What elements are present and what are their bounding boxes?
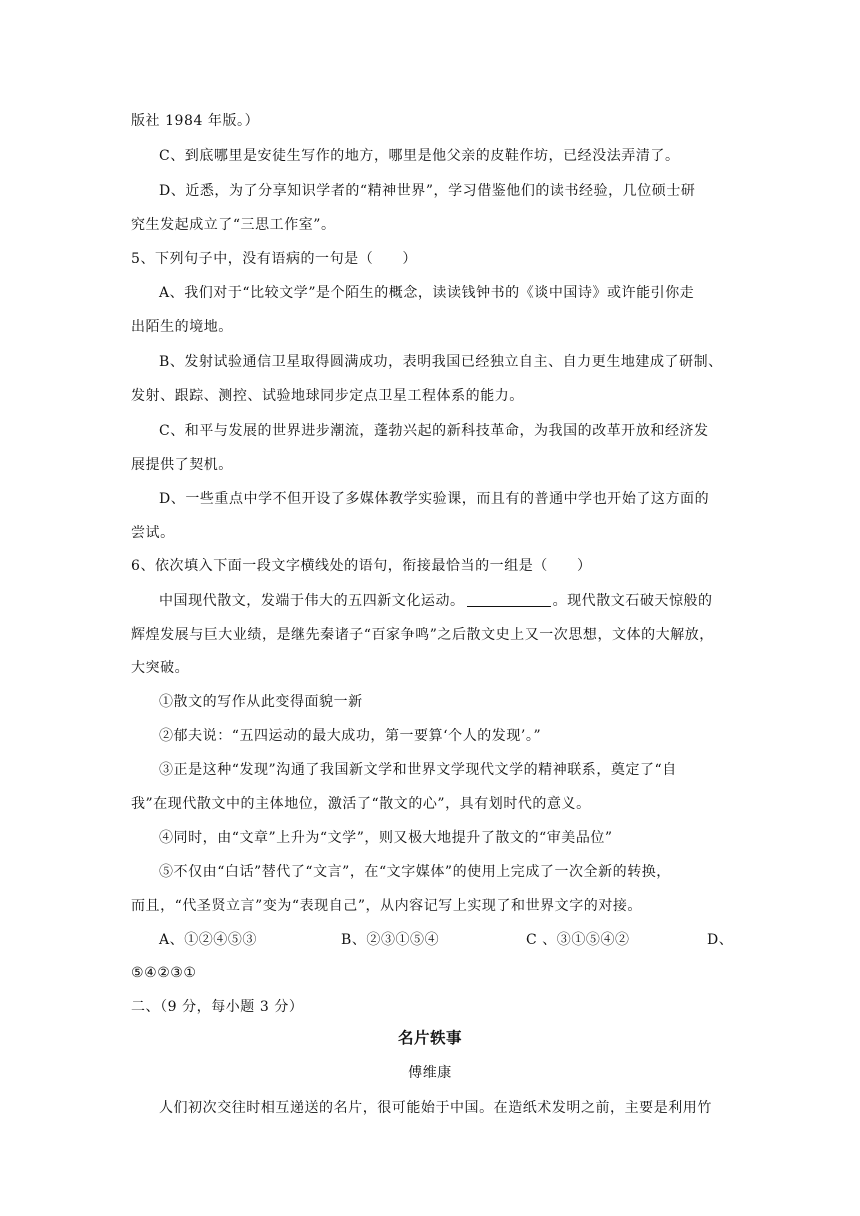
q6-passage-line2: 辉煌发展与巨大业绩，是继先秦诸子“百家争鸣”之后散文史上又一次思想，文体的大解放， [131,627,714,643]
q6-option-d-value: ⑤④②③① [131,965,197,981]
q5-option-c-line2: 展提供了契机。 [131,457,233,473]
article-author: 傅维康 [408,1065,452,1081]
q4-option-d-line1: D、近悉，为了分享知识学者的“精神世界”，学习借鉴他们的读书经验，几位硕士研 [159,183,696,199]
q5-option-d-line2: 尝试。 [131,525,175,541]
q6-passage-line1 [159,591,713,611]
q4-option-d-line2: 究生发起成立了“三思工作室”。 [131,217,336,233]
q5-option-c-line1: C、和平与发展的世界进步潮流，蓬勃兴起的新科技革命，为我国的改革开放和经济发 [159,423,709,439]
q5-option-b-line2: 发射、跟踪、测控、试验地球同步定点卫星工程体系的能力。 [131,388,524,404]
q5-option-a-line1: A、我们对于“比较文学”是个陌生的概念，读读钱钟书的《谈中国诗》或许能引你走 [159,285,695,301]
q6-passage-line3: 大突破。 [131,660,190,676]
q6-sentence-3-line2: 我”在现代散文中的主体地位，激活了“散文的心”，具有划时代的意义。 [131,796,591,812]
q6-sentence-3-line1: ③正是这种“发现”沟通了我国新文学和世界文学现代文学的精神联系，奠定了“自 [159,762,677,778]
q5-option-d-line1: D、一些重点中学不但开设了多媒体教学实验课，而且有的普通中学也开始了这方面的 [159,491,710,507]
q5-option-b-line1: B、发射试验通信卫星取得圆满成功，表明我国已经独立自主、自力更生地建成了研制、 [159,354,723,370]
q6-sentence-2: ②郁夫说：“五四运动的最大成功，第一要算‘个人的发现’。” [159,728,542,744]
q6-option-a: A、①②④⑤③ [159,932,257,948]
q6-option-c: C 、③①⑤④② [526,932,630,948]
article-title: 名片轶事 [397,1029,462,1047]
q6-sentence-5-line1: ⑤不仅由“白话”替代了“文言”，在“文字媒体”的使用上完成了一次全新的转换， [159,864,671,880]
q6-option-d: D、 [707,932,734,948]
q4-continuation: 版社 1984 年版。） [131,113,260,129]
section-2-heading: 二、（9 分，每小题 3 分） [131,999,304,1015]
fill-blank [467,591,551,607]
q6-option-b: B、②③①⑤④ [341,932,440,948]
q6-sentence-1: ①散文的写作从此变得面貌一新 [159,694,363,710]
q6-sentence-4: ④同时，由“文章”上升为“文学”，则又极大地提升了散文的“审美品位” [159,830,613,846]
q6-stem: 6、依次填入下面一段文字横线处的语句，衔接最恰当的一组是（ ） [131,558,592,574]
q5-stem: 5、下列句子中，没有语病的一句是（ ） [131,251,417,267]
article-paragraph-1: 人们初次交往时相互递送的名片，很可能始于中国。在造纸术发明之前，主要是利用竹 [159,1100,712,1116]
q6-passage-part2: 。现代散文石破天惊般的 [552,593,713,609]
q6-passage-part1: 中国现代散文，发端于伟大的五四新文化运动。 [159,593,465,609]
q5-option-a-line2: 出陌生的境地。 [131,319,233,335]
q6-sentence-5-line2: 而且，“代圣贤立言”变为“表现自己”，从内容记写上实现了和世界文字的对接。 [131,898,642,914]
q4-option-c: C、到底哪里是安徒生写作的地方，哪里是他父亲的皮鞋作坊，已经没法弄清了。 [159,148,680,164]
